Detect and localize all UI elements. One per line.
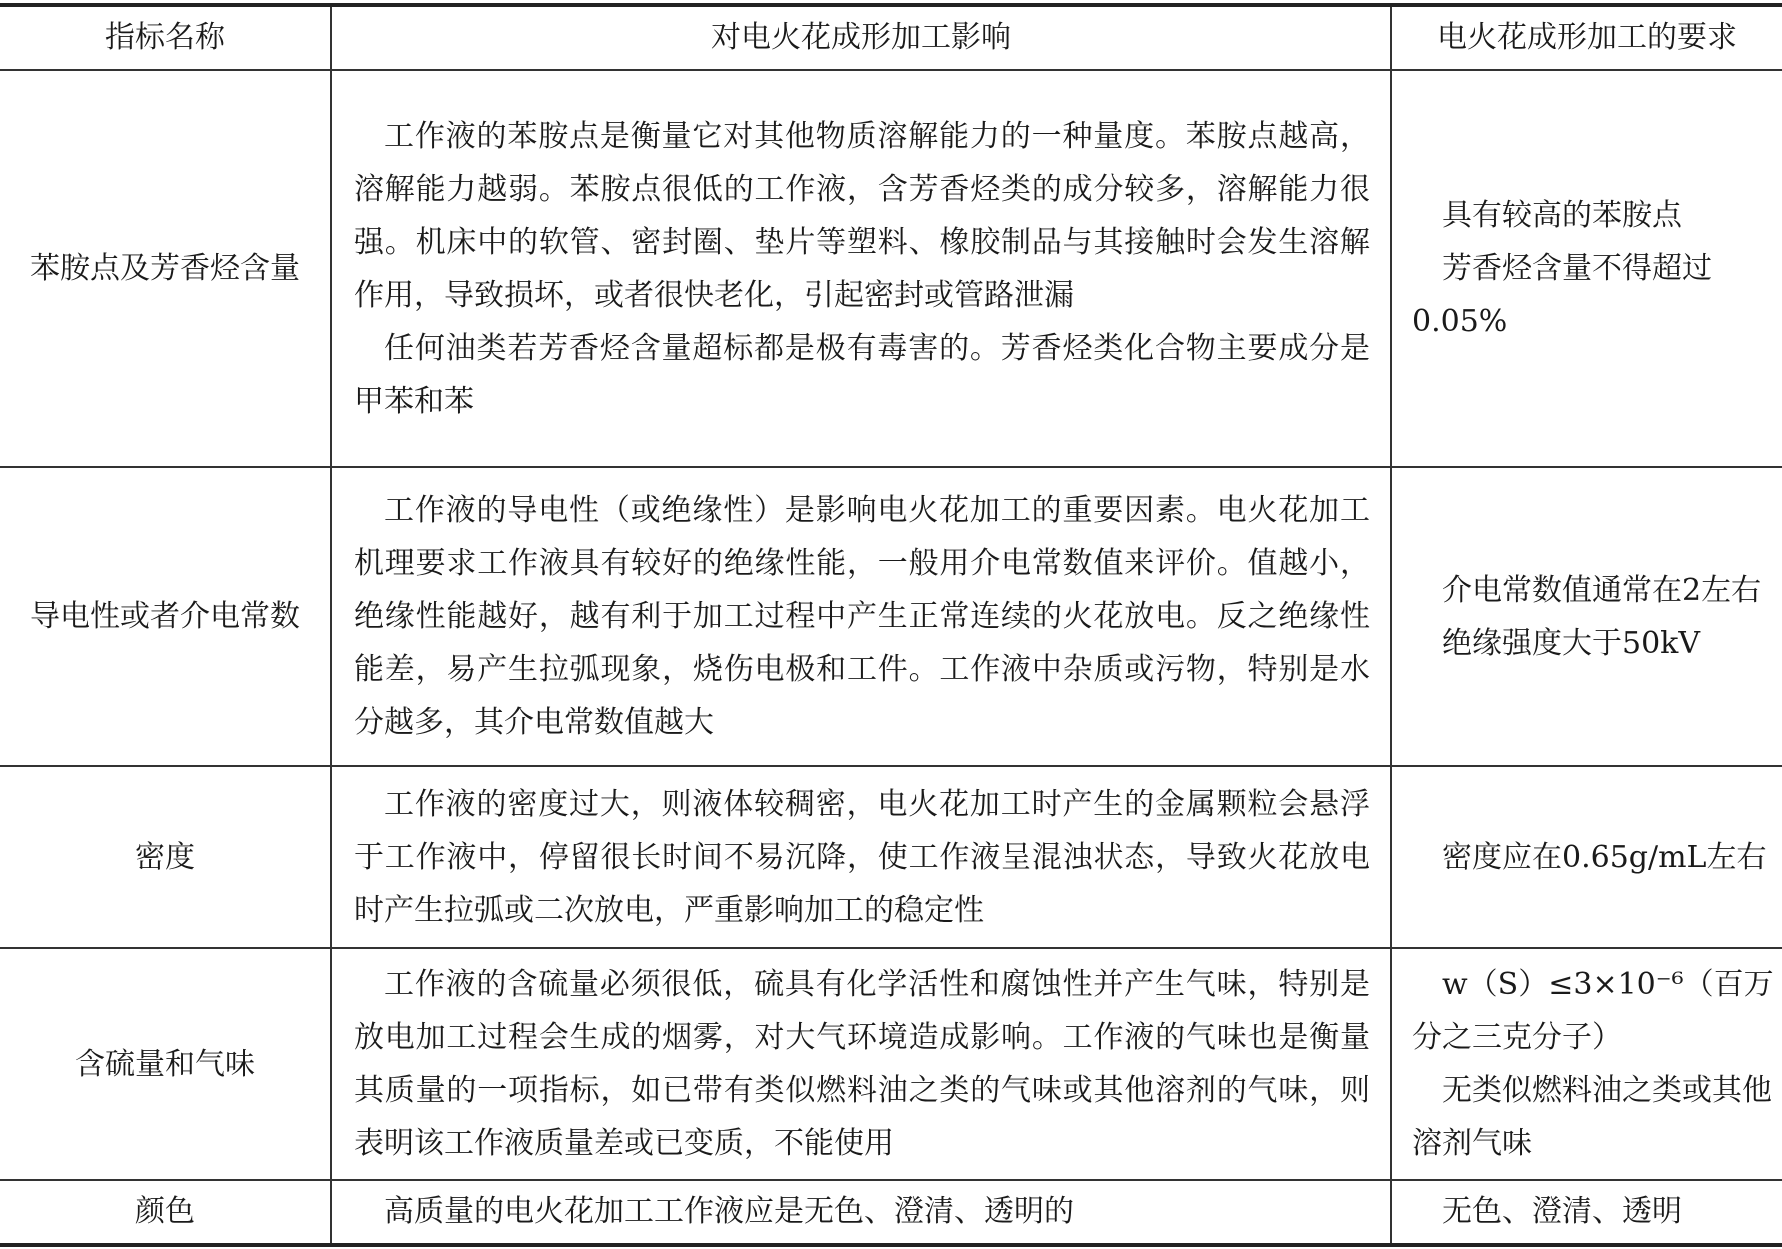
requirement-paragraph: 密度应在0.65g/mL左右 [1442,839,1767,875]
indicator-name: 导电性或者介电常数 [0,467,331,766]
effect-paragraph: 工作液的密度过大，则液体较稠密，电火花加工时产生的金属颗粒会悬浮于工作液中，停留很长时间不易沉降，使工作液呈混浊状态，导致火花放电时产生拉弧或二次放电，严重影响加工的稳定性 [354,786,1370,928]
indicator-name: 密度 [0,766,331,948]
spec-table [0,3,1782,1247]
requirement-cell [1391,766,1782,948]
requirement-paragraph: 具有较高的苯胺点 [1442,198,1682,233]
requirement-paragraph: 无色、澄清、透明 [1442,1194,1682,1229]
table-row [0,70,1782,467]
requirement-paragraph: 绝缘强度大于50kV [1442,625,1701,661]
table-row [0,467,1782,766]
requirement-paragraph: w（S）≤3×10⁻⁶（百万分之三克分子） [1412,967,1774,1055]
effect-cell [331,70,1391,467]
effect-paragraph: 高质量的电火花加工工作液应是无色、澄清、透明的 [384,1194,1074,1229]
effect-paragraph: 工作液的苯胺点是衡量它对其他物质溶解能力的一种量度。苯胺点越高，溶解能力越弱。苯胺点很低的工作液，含芳香烃类的成分较多，溶解能力很强。机床中的软管、密封圈、垫片等塑料、橡胶制品与其接触时会发生溶解作用，导致损坏，或者很快老化，引起密封或管路泄漏 [354,118,1370,313]
indicator-name: 苯胺点及芳香烃含量 [0,70,331,467]
effect-cell [331,948,1391,1180]
effect-paragraph: 工作液的导电性（或绝缘性）是影响电火花加工的重要因素。电火花加工机理要求工作液具有较好的绝缘性能，一般用介电常数值来评价。值越小，绝缘性能越好，越有利于加工过程中产生正常连续的火花放电。反之绝缘性能差，易产生拉弧现象，烧伤电极和工件。工作液中杂质或污物，特别是水分越多，其介电常数值越大 [354,493,1370,740]
requirement-cell [1391,948,1782,1180]
header-indicator-name: 指标名称 [0,5,331,70]
effect-cell [331,467,1391,766]
indicator-name: 颜色 [0,1180,331,1245]
table-row [0,766,1782,948]
header-effect: 对电火花成形加工影响 [331,5,1391,70]
indicator-name: 含硫量和气味 [0,948,331,1180]
table-row [0,948,1782,1180]
requirement-paragraph: 芳香烃含量不得超过0.05% [1412,251,1712,339]
requirement-paragraph: 介电常数值通常在2左右 [1442,572,1762,608]
requirement-cell [1391,467,1782,766]
requirement-cell [1391,1180,1782,1245]
table-row [0,1180,1782,1245]
header-requirement: 电火花成形加工的要求 [1391,5,1782,70]
effect-paragraph: 任何油类若芳香烃含量超标都是极有毒害的。芳香烃类化合物主要成分是甲苯和苯 [354,330,1370,419]
effect-paragraph: 工作液的含硫量必须很低，硫具有化学活性和腐蚀性并产生气味，特别是放电加工过程会生成的烟雾，对大气环境造成影响。工作液的气味也是衡量其质量的一项指标，如已带有类似燃料油之类的气味或其他溶剂的气味，则表明该工作液质量差或已变质，不能使用 [354,967,1370,1161]
requirement-cell [1391,70,1782,467]
header-row [0,5,1782,70]
effect-cell [331,766,1391,948]
requirement-paragraph: 无类似燃料油之类或其他溶剂气味 [1412,1073,1772,1161]
effect-cell [331,1180,1391,1245]
